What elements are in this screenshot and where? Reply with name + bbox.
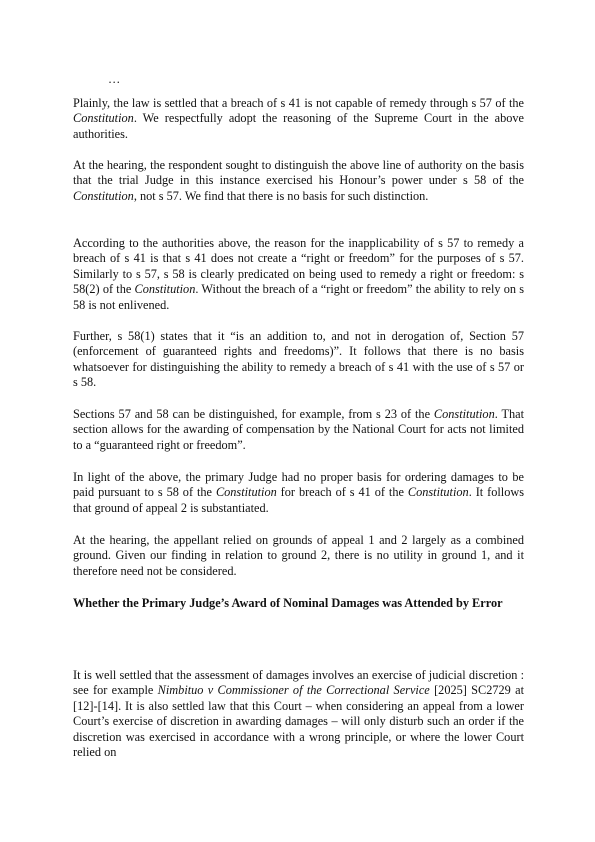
ellipsis: … [108,72,121,86]
paragraph-4: Further, s 58(1) states that it “is an addition to, and not in derogation of, Section 57 (enforcement of guaranteed rights and freedoms)”. It follows that there is no basis whatsoever for distinguishing the ability to remedy a breach of s 41 with the use of s 57 or s 58. [73,329,524,390]
section-heading: Whether the Primary Judge’s Award of Nominal Damages was Attended by Error [73,596,503,610]
paragraph-6: In light of the above, the primary Judge had no proper basis for ordering damages to be paid pursuant to s 58 of the Constitution for breach of s 41 of the Constitution. It follows that ground of appeal 2 is substantiated. [73,470,525,515]
paragraph-1: Plainly, the law is settled that a breach of s 41 is not capable of remedy through s 57 of the Constitution. We respectfully adopt the reasoning of the Supreme Court in the above authorities. [73,96,524,141]
paragraph-8: It is well settled that the assessment of damages involves an exercise of judicial discretion : see for example Nimbituo v Commissioner of the Correctional Service [2025] SC2729 at [12]-[14]. It is also settled law that this Court – when considering an appeal from a lower Court’s exercise of discretion in awarding damages – will only disturb such an order if the discretion was exercised in accordance with a wrong principle, or where the lower Court relied on [73,668,525,760]
paragraph-2: At the hearing, the respondent sought to distinguish the above line of authority on the basis that the trial Judge in this instance exercised his Honour’s power under s 58 of the Constitution, not s 57. We find that there is no basis for such distinction. [73,158,524,203]
paragraph-7: At the hearing, the appellant relied on grounds of appeal 1 and 2 largely as a combined ground. Given our finding in relation to ground 2, there is no utility in ground 1, and it therefore need not be considered. [73,533,524,578]
paragraph-3: According to the authorities above, the reason for the inapplicability of s 57 to remedy a breach of s 41 is that s 41 does not create a “right or freedom” for the purposes of s 57. Similarly to s 57, s 58 is clearly predicated on being used to remedy a right or freedom: s 58(2) of the Constitution. Without the breach of a “right or freedom” the ability to rely on s 58 is not enlivened. [73,236,525,312]
paragraph-5: Sections 57 and 58 can be distinguished, for example, from s 23 of the Constitution. That section allows for the awarding of compensation by the National Court for acts not limited to a “guaranteed right or freedom”. [73,407,524,452]
